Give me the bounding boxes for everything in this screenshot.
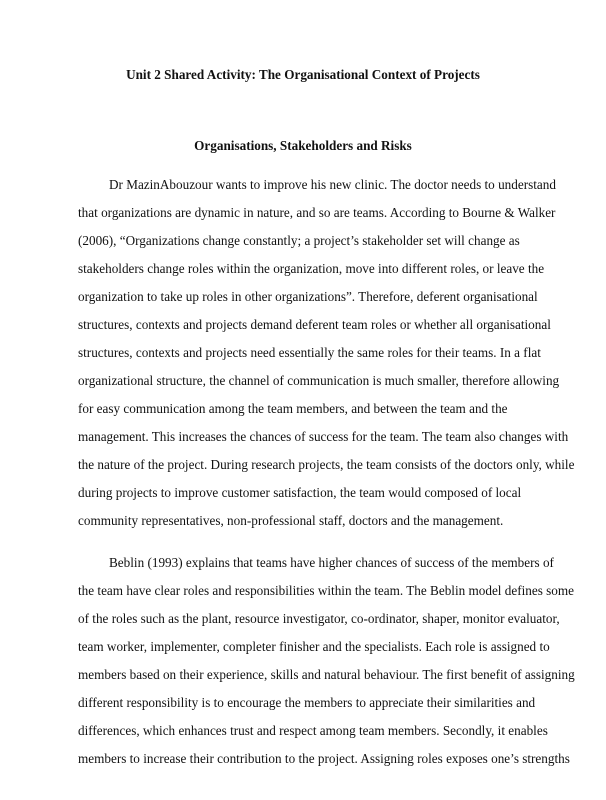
paragraph-line: stakeholders change roles within the organization, move into different roles, or leave the xyxy=(78,261,545,276)
paragraph-line: differences, which enhances trust and respect among team members. Secondly, it enables xyxy=(78,723,548,738)
paragraph-line: that organizations are dynamic in nature, and so are teams. According to Bourne & Walker xyxy=(78,205,556,220)
paragraph-line: structures, contexts and projects demand deferent team roles or whether all organisational xyxy=(78,317,551,332)
paragraph-line: structures, contexts and projects need essentially the same roles for their teams. In a flat xyxy=(78,345,541,360)
paragraph-line: organizational structure, the channel of communication is much smaller, therefore allowing xyxy=(78,373,560,388)
paragraph-line: the team have clear roles and responsibilities within the team. The Beblin model defines some xyxy=(78,583,574,598)
paragraph-line: community representatives, non-professional staff, doctors and the management. xyxy=(78,513,504,528)
paragraph-line: during projects to improve customer satisfaction, the team would composed of local xyxy=(78,485,522,500)
paragraph-line: (2006), “Organizations change constantly; a project’s stakeholder set will change as xyxy=(78,233,520,248)
paragraph-line: management. This increases the chances of success for the team. The team also changes with xyxy=(78,429,569,444)
paragraph-line: members based on their experience, skills and natural behaviour. The first benefit of assigning xyxy=(78,667,575,682)
paragraph-line: members to increase their contribution to the project. Assigning roles exposes one’s strengths xyxy=(78,751,570,766)
paragraph-line: team worker, implementer, completer finisher and the specialists. Each role is assigned to xyxy=(78,639,550,654)
paragraph-line: Dr MazinAbouzour wants to improve his new clinic. The doctor needs to understand xyxy=(109,177,556,192)
document-title: Unit 2 Shared Activity: The Organisational Context of Projects xyxy=(126,67,480,82)
paragraph-line: of the roles such as the plant, resource investigator, co-ordinator, shaper, monitor evaluator, xyxy=(78,611,560,626)
paragraph-line: the nature of the project. During research projects, the team consists of the doctors only, while xyxy=(78,457,575,472)
paragraph-line: Beblin (1993) explains that teams have higher chances of success of the members of xyxy=(109,555,554,570)
paragraph-line: for easy communication among the team members, and between the team and the xyxy=(78,401,508,416)
paragraph-line: organization to take up roles in other organizations”. Therefore, deferent organisational xyxy=(78,289,538,304)
section-heading: Organisations, Stakeholders and Risks xyxy=(194,138,412,153)
paragraph-line: different responsibility is to encourage the members to appreciate their similarities and xyxy=(78,695,536,710)
